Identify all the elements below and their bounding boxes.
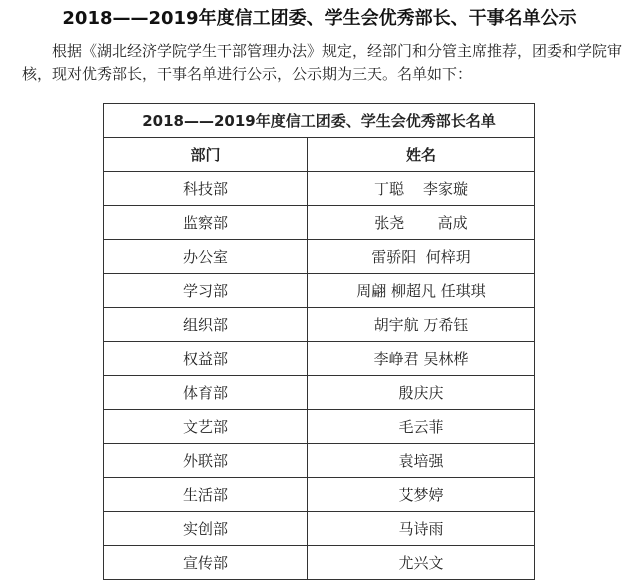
names-cell: 艾梦婷: [308, 478, 535, 512]
department-cell: 宣传部: [104, 546, 308, 580]
table-header-row: [104, 138, 535, 172]
table-row: [104, 172, 535, 206]
header-department: 部门: [104, 138, 308, 172]
table-row: [104, 410, 535, 444]
names-cell: 丁聪 李家璇: [308, 172, 535, 206]
department-cell: 组织部: [104, 308, 308, 342]
names-cell: 毛云菲: [308, 410, 535, 444]
table-row: [104, 512, 535, 546]
department-cell: 文艺部: [104, 410, 308, 444]
table-row: [104, 206, 535, 240]
names-cell: 殷庆庆: [308, 376, 535, 410]
names-cell: 袁培强: [308, 444, 535, 478]
department-cell: 科技部: [104, 172, 308, 206]
names-cell: 雷骄阳 何梓玥: [308, 240, 535, 274]
names-cell: 周翩 柳超凡 任琪琪: [308, 274, 535, 308]
names-cell: 马诗雨: [308, 512, 535, 546]
table-row: [104, 342, 535, 376]
table-caption-row: [104, 104, 535, 138]
table-row: [104, 546, 535, 580]
department-cell: 实创部: [104, 512, 308, 546]
table-row: [104, 274, 535, 308]
intro-paragraph: 根据《湖北经济学院学生干部管理办法》规定，经部门和分管主席推荐，团委和学院审核，现对优秀部长，干事名单进行公示，公示期为三天。名单如下：: [22, 42, 623, 83]
table-row: [104, 376, 535, 410]
header-name: 姓名: [308, 138, 535, 172]
names-cell: 张尧 高成: [308, 206, 535, 240]
department-cell: 权益部: [104, 342, 308, 376]
table-caption: 2018——2019年度信工团委、学生会优秀部长名单: [104, 104, 535, 138]
table-row: [104, 478, 535, 512]
department-cell: 生活部: [104, 478, 308, 512]
department-cell: 监察部: [104, 206, 308, 240]
names-cell: 胡宇航 万希钰: [308, 308, 535, 342]
names-cell: 尤兴文: [308, 546, 535, 580]
department-cell: 体育部: [104, 376, 308, 410]
document-title: 2018——2019年度信工团委、学生会优秀部长、干事名单公示: [62, 8, 577, 29]
table-row: [104, 240, 535, 274]
names-cell: 李峥君 吴林桦: [308, 342, 535, 376]
department-cell: 办公室: [104, 240, 308, 274]
department-cell: 学习部: [104, 274, 308, 308]
department-cell: 外联部: [104, 444, 308, 478]
table-row: [104, 308, 535, 342]
table-row: [104, 444, 535, 478]
award-list-table: [103, 103, 535, 580]
